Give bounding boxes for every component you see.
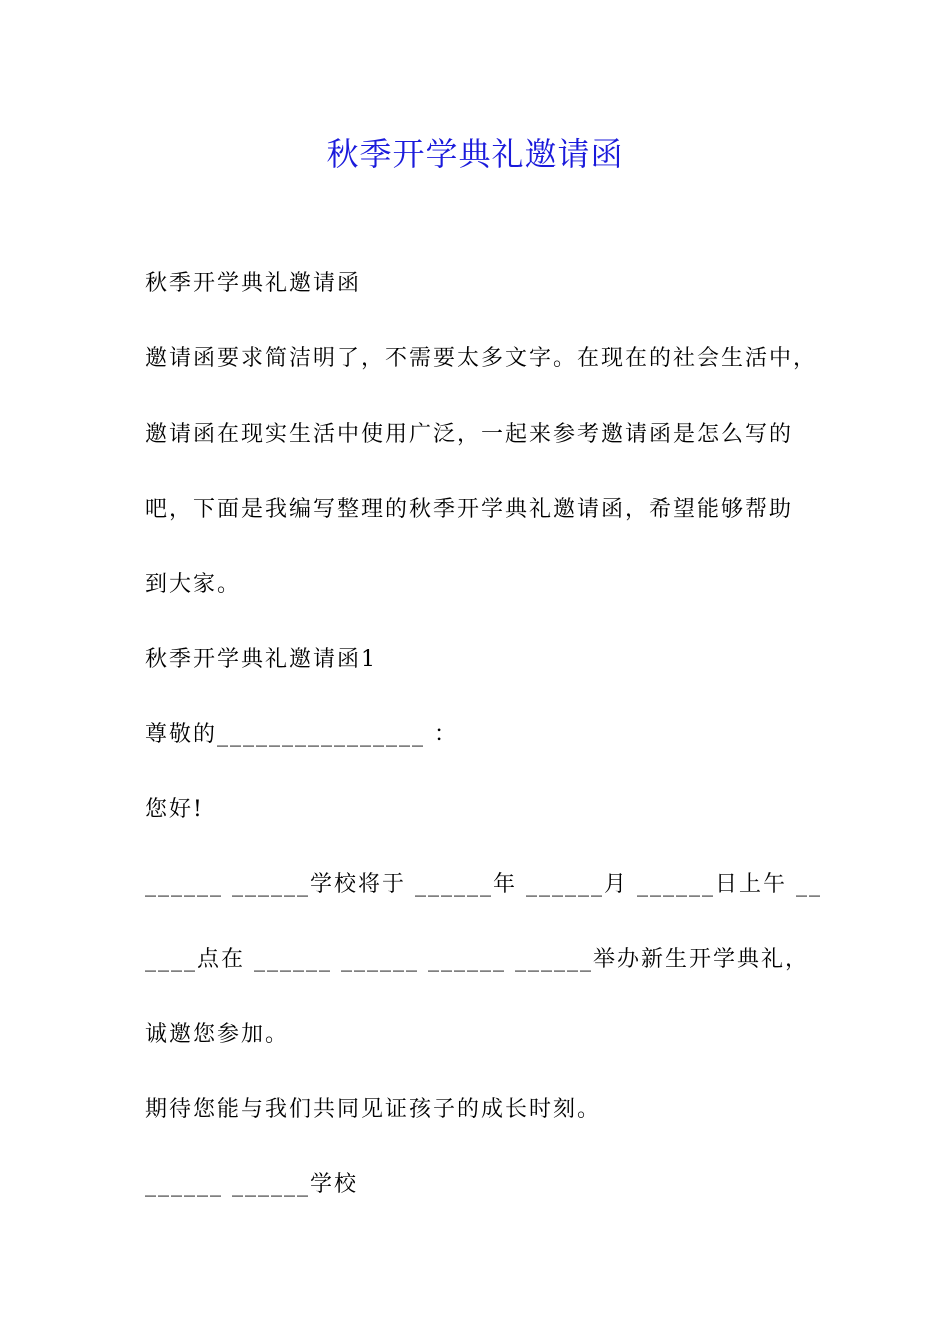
intro-paragraph-line-1: 邀请函要求简洁明了，不需要太多文字。在现在的社会生活中， xyxy=(145,346,818,371)
document-title: 秋季开学典礼邀请函 xyxy=(326,135,624,173)
intro-paragraph-line-4: 到大家。 xyxy=(145,572,242,597)
closing-line: 期待您能与我们共同见证孩子的成长时刻。 xyxy=(145,1097,602,1122)
signature-line: ______ ______学校 xyxy=(145,1172,358,1197)
intro-paragraph-line-3: 吧，下面是我编写整理的秋季开学典礼邀请函，希望能够帮助 xyxy=(145,497,794,522)
section-heading: 秋季开学典礼邀请函1 xyxy=(145,647,377,672)
invitation-body-line-2: ____点在 ______ ______ ______ ______举办新生开学典礼， xyxy=(145,947,809,972)
invitation-body-line-3: 诚邀您参加。 xyxy=(145,1022,290,1047)
invitation-body-line-1: ______ ______学校将于 ______年 ______月 ______日上午 __ xyxy=(145,872,822,897)
greeting-line: 您好! xyxy=(145,797,204,822)
salutation-line: 尊敬的________________ ： xyxy=(145,722,458,747)
intro-paragraph-line-2: 邀请函在现实生活中使用广泛，一起来参考邀请函是怎么写的 xyxy=(145,422,794,447)
subtitle-line: 秋季开学典礼邀请函 xyxy=(145,271,362,296)
